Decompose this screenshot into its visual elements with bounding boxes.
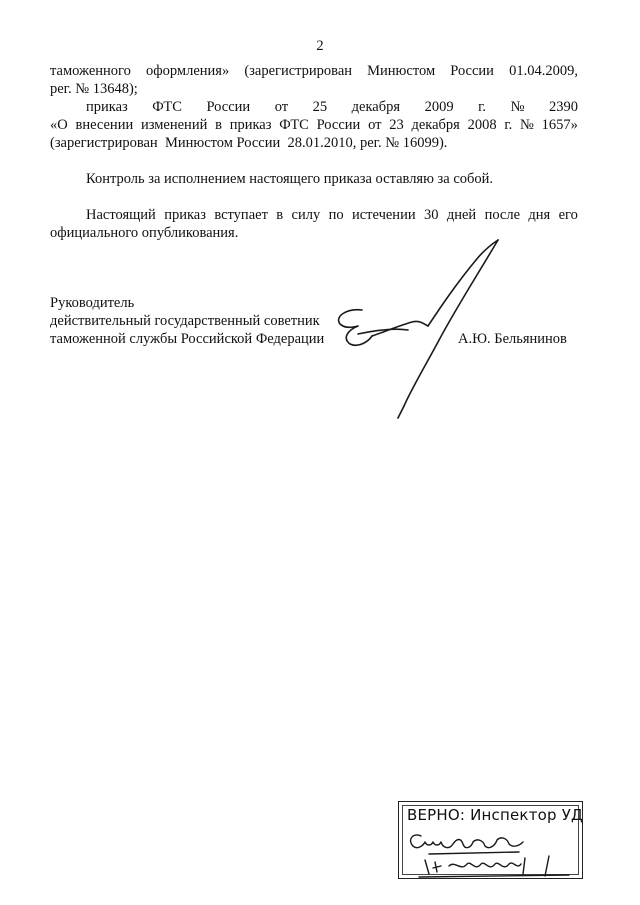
word: ФТС: [152, 99, 182, 115]
word: в: [215, 117, 222, 133]
word: внесении: [75, 117, 134, 133]
word: вступает: [214, 207, 268, 223]
word: от: [274, 99, 289, 115]
word: ФТС: [279, 117, 309, 133]
word: приказ: [164, 207, 206, 223]
word: после: [484, 207, 521, 223]
word: России: [206, 99, 251, 115]
paragraph-3-line-1: Контроль за исполнением настоящего приказа оставляю за собой.: [86, 171, 494, 187]
position-line-2: действительный государственный советник: [50, 313, 320, 329]
page-number: 2: [316, 38, 324, 54]
word: 23: [389, 117, 404, 133]
word: Настоящий: [86, 207, 156, 223]
signatory-name: А.Ю. Бельянинов: [458, 331, 567, 347]
word: 01.04.2009,: [509, 63, 578, 79]
word: декабря: [411, 117, 460, 133]
word: его: [558, 207, 578, 223]
word: приказ: [229, 117, 272, 133]
word: г.: [478, 99, 487, 115]
word: 1657»: [541, 117, 578, 133]
word: по: [328, 207, 344, 223]
word: №: [520, 117, 534, 133]
paragraph-1-line-2: рег. № 13648);: [50, 81, 138, 97]
word: 2390: [548, 99, 578, 115]
word: «О: [50, 117, 68, 133]
paragraph-2-line-1: [86, 98, 578, 116]
word: 2009: [424, 99, 454, 115]
word: приказ: [86, 99, 128, 115]
word: дней: [446, 207, 477, 223]
word: таможенного: [50, 63, 131, 79]
word: (зарегистрирован: [244, 63, 353, 79]
word: Минюстом: [367, 63, 436, 79]
word: оформления»: [146, 63, 230, 79]
paragraph-2-line-3: (зарегистрирован Минюстом России 28.01.2010, рег. № 16099).: [50, 135, 448, 151]
word: 2008: [467, 117, 497, 133]
word: декабря: [351, 99, 401, 115]
word: от: [368, 117, 382, 133]
paragraph-1-line-1: [50, 62, 578, 80]
stamp-handwriting: [399, 802, 584, 880]
position-line-1: Руководитель: [50, 295, 135, 311]
paragraph-4-line-2: официального опубликования.: [50, 225, 239, 241]
handwritten-signature: [328, 238, 508, 438]
certification-stamp: [398, 801, 583, 879]
paragraph-2-line-2: [50, 116, 578, 134]
paragraph-4-line-1: [86, 206, 578, 224]
word: силу: [291, 207, 321, 223]
word: 30: [423, 207, 439, 223]
word: 25: [312, 99, 328, 115]
stamp-title: ВЕРНО: Инспектор УД: [407, 806, 583, 824]
word: России: [316, 117, 361, 133]
position-line-3: таможенной службы Российской Федерации: [50, 331, 325, 347]
word: №: [510, 99, 525, 115]
word: истечении: [351, 207, 416, 223]
word: в: [276, 207, 284, 223]
word: изменений: [140, 117, 208, 133]
word: дня: [528, 207, 551, 223]
word: г.: [504, 117, 513, 133]
word: России: [450, 63, 494, 79]
